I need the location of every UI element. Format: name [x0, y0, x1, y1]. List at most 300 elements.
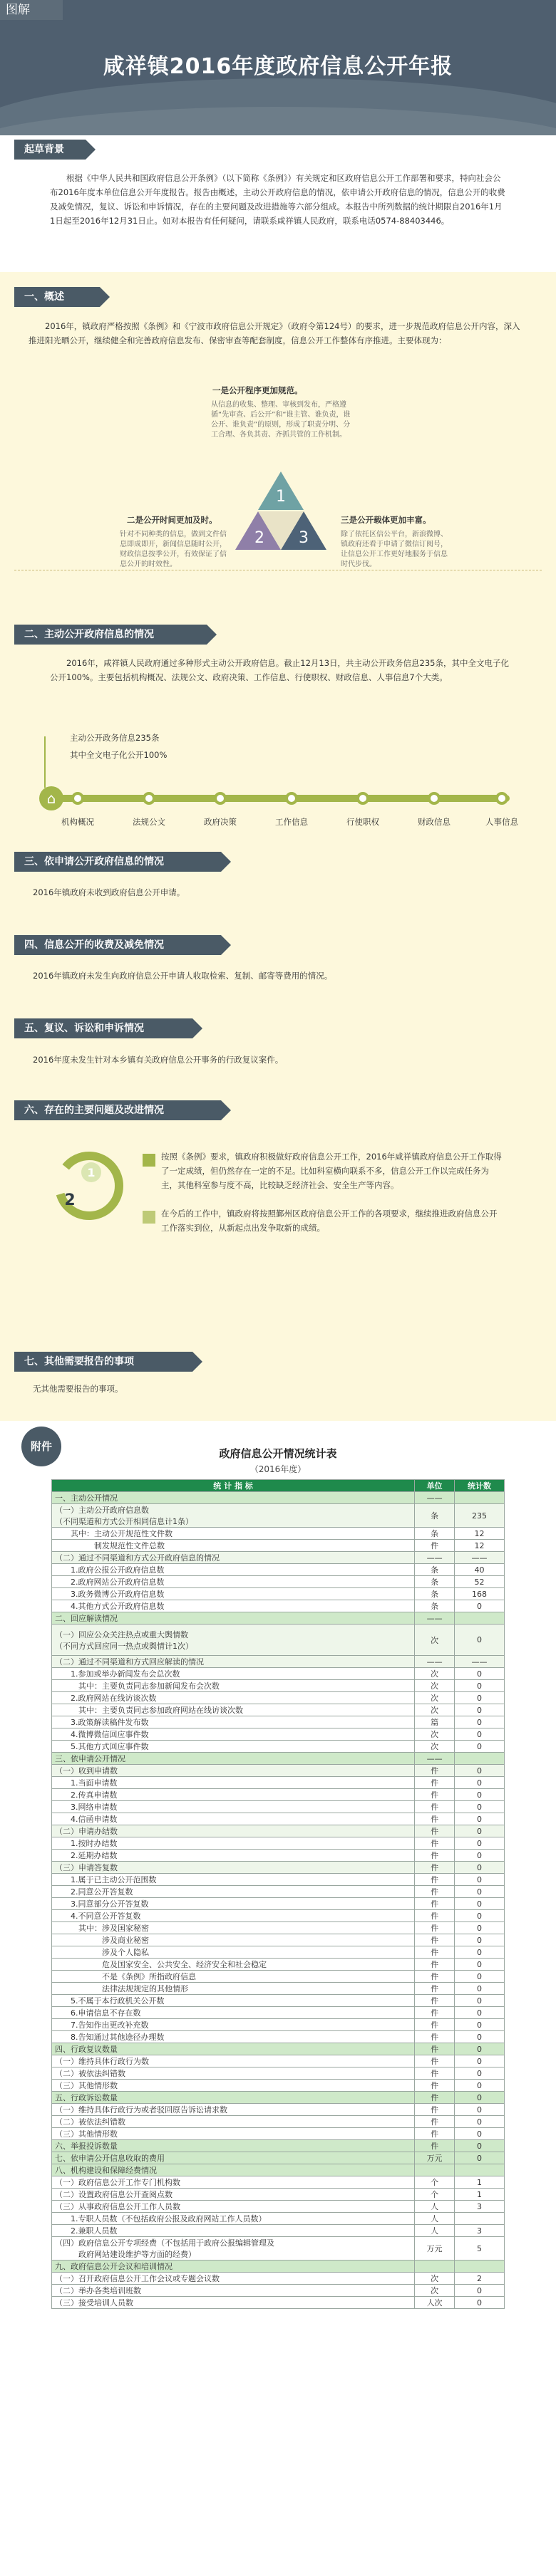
row-unit: 件 — [415, 2043, 455, 2055]
row-unit: 件 — [415, 2116, 455, 2128]
cycle-graphic — [50, 1147, 128, 1225]
origin-label: 起草背景 — [14, 140, 86, 160]
table-row — [52, 1564, 505, 1576]
section-1-label: 一、概述 — [14, 287, 100, 307]
issue-item-1: 按照《条例》要求，镇政府积极做好政府信息公开工作，2016年咸祥镇政府信息公开工作取得了一定成绩，但仍然存在一定的不足。比如科室横向联系不多，信息公开工作以完成任务为主，其他科室参与度不高，比较缺乏经济社会、安全生产等内容。 — [161, 1152, 502, 1190]
row-value: 0 — [455, 2116, 505, 2128]
row-unit: 件 — [415, 2031, 455, 2043]
row-value: 0 — [455, 1716, 505, 1728]
timeline-node — [214, 792, 227, 805]
row-unit: 次 — [415, 1668, 455, 1680]
row-label: （三）其他情形数 — [52, 2128, 415, 2140]
row-value: 0 — [455, 1886, 505, 1898]
table-row — [52, 2128, 505, 2140]
table-row — [52, 1922, 505, 1934]
row-label: （四）政府信息公开专项经费（不包括用于政府公报编辑管理及 政府网站建设维护等方面的经费） — [52, 2237, 415, 2260]
table-row — [52, 1910, 505, 1922]
row-value: 0 — [455, 1983, 505, 1995]
row-label: 法律法规规定的其他情形 — [52, 1983, 415, 1995]
annex-subtitle: （2016年度） — [249, 1464, 307, 1474]
row-value: 0 — [455, 2104, 505, 2116]
row-value: 0 — [455, 1600, 505, 1612]
table-row — [52, 1959, 505, 1971]
row-label: （一）主动公开政府信息数 （不同渠道和方式公开相同信息计1条） — [52, 1504, 415, 1528]
row-label: （二）通过不同渠道和方式回应解读的情况 — [52, 1656, 415, 1668]
row-value: 0 — [455, 2067, 505, 2080]
section-5-text: 2016年度未发生针对本乡镇有关政府信息公开事务的行政复议案件。 — [33, 1055, 284, 1065]
row-unit: 件 — [415, 1540, 455, 1552]
row-label: 4.不同意公开答复数 — [52, 1910, 415, 1922]
row-label: （二）通过不同渠道和方式公开政府信息的情况 — [52, 1552, 415, 1564]
row-value: 0 — [455, 1910, 505, 1922]
row-value: 0 — [455, 1862, 505, 1874]
table-row — [52, 1668, 505, 1680]
row-value: 0 — [455, 1946, 505, 1959]
timeline-bar — [53, 795, 510, 802]
row-unit: —— — [415, 1492, 455, 1504]
table-row — [52, 1971, 505, 1983]
row-value: 0 — [455, 2031, 505, 2043]
point-2-title: 二是公开时间更加及时。 — [127, 515, 217, 525]
row-label: （二）被依法纠错数 — [52, 2116, 415, 2128]
table-row — [52, 2007, 505, 2019]
row-label: 1.政府公报公开政府信息数 — [52, 1564, 415, 1576]
section-7-label: 七、其他需要报告的事项 — [14, 1352, 192, 1372]
table-row — [52, 2080, 505, 2092]
row-value: 1 — [455, 2189, 505, 2201]
row-unit: —— — [415, 1612, 455, 1625]
table-row — [52, 1680, 505, 1692]
row-value: 0 — [455, 1825, 505, 1837]
row-unit — [415, 2260, 455, 2273]
section-4-label: 四、信息公开的收费及减免情况 — [14, 935, 221, 955]
row-unit: 件 — [415, 1934, 455, 1946]
section-1-text: 2016年，镇政府严格按照《条例》和《宁波市政府信息公开规定》（政府令第124号）的要求，进一步规范政府信息公开内容，深入推进阳光晒公开，继续健全和完善政府信息发布、保密审查等配套制度，信息公开工作整体有序推进。主要体现为： — [29, 321, 520, 345]
row-unit: 次 — [415, 1741, 455, 1753]
row-label: 制发规范性文件总数 — [52, 1540, 415, 1552]
callout-2: 其中全文电子化公开100% — [70, 750, 168, 760]
row-unit: 件 — [415, 1850, 455, 1862]
row-label: （一）回应公众关注热点或重大舆情数 （不同方式回应同一热点或舆情计1次） — [52, 1625, 415, 1656]
row-unit: 条 — [415, 1600, 455, 1612]
timeline-label: 机构概况 — [61, 817, 94, 827]
row-unit: 次 — [415, 2273, 455, 2285]
section-5-label: 五、复议、诉讼和申诉情况 — [14, 1018, 192, 1038]
table-row — [52, 1813, 505, 1825]
row-unit: —— — [415, 1656, 455, 1668]
row-value: 0 — [455, 2152, 505, 2164]
section-2-label: 二、主动公开政府信息的情况 — [14, 625, 207, 645]
row-value: 0 — [455, 2080, 505, 2092]
table-row — [52, 2201, 505, 2213]
row-label: 三、依申请公开情况 — [52, 1753, 415, 1765]
table-row — [52, 2213, 505, 2225]
table-row — [52, 2055, 505, 2067]
section-3-label: 三、依申请公开政府信息的情况 — [14, 852, 221, 872]
statistics-table — [51, 1479, 505, 2309]
row-value — [455, 1753, 505, 1765]
row-unit: 次 — [415, 1692, 455, 1704]
origin-text: 根据《中华人民共和国政府信息公开条例》（以下简称《条例》）有关规定和区政府信息公开工作部署和要求，特向社会公布2016年度本单位信息公开年度报告。报告由概述，主动公开政府信息的情况，依申请公开政府信息的情况，信息公开的收费及减免情况，复议、诉讼和申诉情况，存在的主要问题及改进措施等六部分组成。本报告中所列数据的统计期限自2016年1月1日起至2016年12月31日止。如对本报告有任何疑问，请联系咸祥镇人民政府，联系电话0574-88403446。 — [50, 173, 505, 226]
table-row — [52, 1504, 505, 1528]
row-label: 3.网络申请数 — [52, 1801, 415, 1813]
row-label: 3.政策解读稿件发布数 — [52, 1716, 415, 1728]
row-label: 涉及个人隐私 — [52, 1946, 415, 1959]
row-unit: 件 — [415, 1825, 455, 1837]
row-label: 2.同意公开答复数 — [52, 1886, 415, 1898]
table-row — [52, 1886, 505, 1898]
row-label: 二、回应解读情况 — [52, 1612, 415, 1625]
table-row — [52, 1874, 505, 1886]
row-label: 不是《条例》所指政府信息 — [52, 1971, 415, 1983]
row-value: 0 — [455, 1668, 505, 1680]
row-label: 涉及商业秘密 — [52, 1934, 415, 1946]
row-value: 52 — [455, 1576, 505, 1588]
point-2-text: 针对不同种类的信息，做到文件信息即成即开，新闻信息随时公开，财政信息按季公开，有效保证了信息公开的时效性。 — [120, 531, 227, 568]
row-value: 0 — [455, 1971, 505, 1983]
col-header-unit: 单位 — [415, 1480, 455, 1492]
row-label: 1.属于已主动公开范围数 — [52, 1874, 415, 1886]
row-value: 40 — [455, 1564, 505, 1576]
row-unit: 次 — [415, 1680, 455, 1692]
row-label: 危及国家安全、公共安全、经济安全和社会稳定 — [52, 1959, 415, 1971]
table-row — [52, 1528, 505, 1540]
table-row — [52, 2043, 505, 2055]
timeline-node — [71, 792, 84, 805]
row-value: 12 — [455, 1540, 505, 1552]
row-label: （二）被依法纠错数 — [52, 2067, 415, 2080]
row-value: 0 — [455, 1777, 505, 1789]
table-row — [52, 2297, 505, 2309]
table-row — [52, 1801, 505, 1813]
row-value: 0 — [455, 1704, 505, 1716]
row-label: 5.不属于本行政机关公开数 — [52, 1995, 415, 2007]
row-unit: 件 — [415, 2007, 455, 2019]
row-unit: 件 — [415, 1995, 455, 2007]
row-unit: 人 — [415, 2201, 455, 2213]
table-row — [52, 2104, 505, 2116]
row-value: 0 — [455, 1692, 505, 1704]
row-value: 0 — [455, 2140, 505, 2152]
row-value: 0 — [455, 1850, 505, 1862]
timeline-node — [356, 792, 369, 805]
row-label: 六、举报投诉数量 — [52, 2140, 415, 2152]
timeline-label: 工作信息 — [275, 817, 308, 827]
section-6-label: 六、存在的主要问题及改进情况 — [14, 1100, 221, 1120]
row-value: 0 — [455, 1959, 505, 1971]
triangle-num-3: 3 — [299, 529, 309, 547]
table-row — [52, 1946, 505, 1959]
table-row — [52, 1850, 505, 1862]
timeline-label: 财政信息 — [418, 817, 451, 827]
row-label: （二）举办各类培训班数 — [52, 2285, 415, 2297]
row-label: 其中：主要负责同志参加新闻发布会次数 — [52, 1680, 415, 1692]
table-row — [52, 1552, 505, 1564]
row-label: 4.微博微信回应事件数 — [52, 1728, 415, 1741]
timeline-label: 人事信息 — [485, 817, 518, 827]
table-row — [52, 1540, 505, 1552]
table-row — [52, 2140, 505, 2152]
row-label: （三）接受培训人员数 — [52, 2297, 415, 2309]
table-row — [52, 2225, 505, 2237]
table-row — [52, 1837, 505, 1850]
row-unit: 个 — [415, 2189, 455, 2201]
row-value: 12 — [455, 1528, 505, 1540]
annex-badge: 附件 — [21, 1427, 61, 1466]
row-value: —— — [455, 1656, 505, 1668]
row-unit: 件 — [415, 1922, 455, 1934]
row-value: 3 — [455, 2201, 505, 2213]
issue-item-2: 在今后的工作中，镇政府将按照鄞州区政府信息公开工作的各项要求，继续推进政府信息公开工作落实到位，从新起点出发争取新的成绩。 — [161, 1209, 498, 1233]
row-unit: 件 — [415, 2080, 455, 2092]
row-unit: 件 — [415, 1813, 455, 1825]
triangle-num-1: 1 — [276, 488, 286, 506]
row-value — [455, 1492, 505, 1504]
point-3-text: 除了依托区信公平台，新浪微博、镇政府还看于申请了微信订阅号，让信息公开工作更好地服务于信息时代步伐。 — [341, 531, 448, 568]
row-unit: 件 — [415, 2140, 455, 2152]
row-value: 0 — [455, 2055, 505, 2067]
row-unit: 件 — [415, 1971, 455, 1983]
row-unit: 件 — [415, 1898, 455, 1910]
table-row — [52, 1588, 505, 1600]
table-row — [52, 2116, 505, 2128]
row-unit: —— — [415, 1552, 455, 1564]
row-label: 8.告知通过其他途径办理数 — [52, 2031, 415, 2043]
row-unit: 件 — [415, 2128, 455, 2140]
row-unit: 件 — [415, 1886, 455, 1898]
point-3-title: 三是公开载体更加丰富。 — [341, 515, 431, 525]
row-unit: 条 — [415, 1528, 455, 1540]
row-value: 0 — [455, 2092, 505, 2104]
col-header-value: 统计数 — [455, 1480, 505, 1492]
table-row — [52, 2273, 505, 2285]
row-label: 2.延期办结数 — [52, 1850, 415, 1862]
row-value: 0 — [455, 1995, 505, 2007]
row-label: 五、行政诉讼数量 — [52, 2092, 415, 2104]
bullet-icon — [143, 1154, 155, 1167]
header-banner — [0, 0, 556, 135]
row-unit: 件 — [415, 1789, 455, 1801]
row-label: （一）收到申请数 — [52, 1765, 415, 1777]
row-unit: 件 — [415, 1777, 455, 1789]
row-value: 0 — [455, 2128, 505, 2140]
row-label: （一）召开政府信息公开工作会议或专题会议数 — [52, 2273, 415, 2285]
timeline-node — [285, 792, 298, 805]
row-value — [455, 2213, 505, 2225]
table-row — [52, 1716, 505, 1728]
triangle-diagram — [235, 471, 326, 551]
row-value: 0 — [455, 1728, 505, 1741]
row-unit: 次 — [415, 1704, 455, 1716]
page-title: 咸祥镇2016年度政府信息公开年报 — [103, 54, 453, 79]
callout-line — [44, 736, 46, 788]
table-row — [52, 1728, 505, 1741]
row-unit: 条 — [415, 1564, 455, 1576]
row-value: 0 — [455, 2019, 505, 2031]
row-value: —— — [455, 1552, 505, 1564]
timeline-node — [495, 792, 508, 805]
row-unit: 件 — [415, 1946, 455, 1959]
row-unit: 件 — [415, 1862, 455, 1874]
row-label: 1.专职人员数（不包括政府公报及政府网站工作人员数） — [52, 2213, 415, 2225]
triangle-num-2: 2 — [254, 529, 264, 547]
row-value: 0 — [455, 2297, 505, 2309]
row-unit: 件 — [415, 1959, 455, 1971]
table-row — [52, 1492, 505, 1504]
row-value: 0 — [455, 1922, 505, 1934]
row-label: 3.同意部分公开答复数 — [52, 1898, 415, 1910]
row-value: 0 — [455, 1625, 505, 1656]
row-label: 3.政务微博公开政府信息数 — [52, 1588, 415, 1600]
table-row — [52, 1777, 505, 1789]
table-row — [52, 2092, 505, 2104]
table-row — [52, 1862, 505, 1874]
row-label: 7.告知作出更改补充数 — [52, 2019, 415, 2031]
timeline-node — [143, 792, 155, 805]
timeline-label: 行使职权 — [346, 817, 379, 827]
row-label: 4.信函申请数 — [52, 1813, 415, 1825]
row-unit: 件 — [415, 1837, 455, 1850]
row-label: 5.其他方式回应事件数 — [52, 1741, 415, 1753]
row-label: 其中：主动公开规范性文件数 — [52, 1528, 415, 1540]
row-value — [455, 2164, 505, 2176]
row-unit: 件 — [415, 1874, 455, 1886]
row-label: （三）申请答复数 — [52, 1862, 415, 1874]
table-row — [52, 2019, 505, 2031]
row-label: （二）设置政府信息公开查阅点数 — [52, 2189, 415, 2201]
row-unit: 人次 — [415, 2297, 455, 2309]
row-unit: 万元 — [415, 2237, 455, 2260]
table-row — [52, 1576, 505, 1588]
row-label: （一）维持具体行政行为或者驳回原告诉讼请求数 — [52, 2104, 415, 2116]
row-unit: 条 — [415, 1576, 455, 1588]
table-row — [52, 1765, 505, 1777]
callout-1: 主动公开政务信息235条 — [70, 733, 160, 743]
row-value: 0 — [455, 2043, 505, 2055]
table-row — [52, 1692, 505, 1704]
table-header-row — [52, 1480, 505, 1492]
bullet-icon — [143, 1211, 155, 1224]
row-value: 1 — [455, 2176, 505, 2189]
home-icon: ⌂ — [39, 786, 63, 810]
row-unit: 件 — [415, 2092, 455, 2104]
row-unit: 件 — [415, 2104, 455, 2116]
table-row — [52, 2067, 505, 2080]
row-label: 八、机构建设和保障经费情况 — [52, 2164, 415, 2176]
row-label: （一）政府信息公开工作专门机构数 — [52, 2176, 415, 2189]
category-timeline — [39, 786, 510, 810]
row-label: （二）申请办结数 — [52, 1825, 415, 1837]
header-tag: 图解 — [0, 0, 63, 20]
row-unit: —— — [415, 1753, 455, 1765]
point-1-title: 一是公开程序更加规范。 — [212, 385, 303, 395]
row-value: 3 — [455, 2225, 505, 2237]
row-unit: 件 — [415, 2067, 455, 2080]
cycle-num-1: 1 — [87, 1166, 96, 1179]
table-row — [52, 2176, 505, 2189]
row-unit: 次 — [415, 1728, 455, 1741]
row-label: （三）从事政府信息公开工作人员数 — [52, 2201, 415, 2213]
cycle-num-2: 2 — [64, 1191, 76, 1209]
table-row — [52, 1704, 505, 1716]
timeline-label: 法规公文 — [133, 817, 165, 827]
col-header-indicator: 统 计 指 标 — [52, 1480, 415, 1492]
table-row — [52, 1741, 505, 1753]
row-value: 0 — [455, 1680, 505, 1692]
timeline-node — [428, 792, 441, 805]
row-label: 1.按时办结数 — [52, 1837, 415, 1850]
row-label: 2.传真申请数 — [52, 1789, 415, 1801]
table-row — [52, 2152, 505, 2164]
row-label: 2.政府网站在线访谈次数 — [52, 1692, 415, 1704]
row-unit: 件 — [415, 1801, 455, 1813]
row-value: 0 — [455, 1898, 505, 1910]
section-7-text: 无其他需要报告的事项。 — [33, 1384, 123, 1394]
table-row — [52, 1600, 505, 1612]
row-unit: 人 — [415, 2225, 455, 2237]
table-row — [52, 2260, 505, 2273]
row-unit: 件 — [415, 2019, 455, 2031]
table-row — [52, 1934, 505, 1946]
table-row — [52, 1825, 505, 1837]
row-value: 0 — [455, 2007, 505, 2019]
table-row — [52, 1983, 505, 1995]
row-unit: 人 — [415, 2213, 455, 2225]
table-row — [52, 2031, 505, 2043]
row-value — [455, 2260, 505, 2273]
row-unit: 个 — [415, 2176, 455, 2189]
row-label: 4.其他方式公开政府信息数 — [52, 1600, 415, 1612]
row-label: 七、依申请公开信息收取的费用 — [52, 2152, 415, 2164]
table-row — [52, 1995, 505, 2007]
point-1-text: 从信息的收集、整理、审核到发布，严格遵循“先审查、后公开”和“谁主管、谁负责，谁公开、谁负责”的原则，形成了职责分明、分工合理、各负其责、齐抓共管的工作机制。 — [211, 401, 351, 439]
row-unit: 件 — [415, 2055, 455, 2067]
table-row — [52, 2237, 505, 2260]
row-label: 1.当面申请数 — [52, 1777, 415, 1789]
row-unit: 件 — [415, 1910, 455, 1922]
table-row — [52, 1656, 505, 1668]
row-label: 其中：涉及国家秘密 — [52, 1922, 415, 1934]
row-value: 0 — [455, 2285, 505, 2297]
row-label: （三）其他情形数 — [52, 2080, 415, 2092]
row-label: 四、行政复议数量 — [52, 2043, 415, 2055]
table-row — [52, 2189, 505, 2201]
row-unit: 万元 — [415, 2152, 455, 2164]
row-value: 0 — [455, 1837, 505, 1850]
table-body — [52, 1492, 505, 2309]
row-label: 6.申请信息不存在数 — [52, 2007, 415, 2019]
row-value: 5 — [455, 2237, 505, 2260]
row-unit: 条 — [415, 1588, 455, 1600]
section-3-text: 2016年镇政府未收到政府信息公开申请。 — [33, 887, 185, 897]
row-label: 其中：主要负责同志参加政府网站在线访谈次数 — [52, 1704, 415, 1716]
table-row — [52, 1753, 505, 1765]
row-value — [455, 1612, 505, 1625]
section-2-text: 2016年，咸祥镇人民政府通过多种形式主动公开政府信息。截止12月13日，共主动公开政务信息235条，其中全文电子化公开100%。主要包括机构概况、法规公文、政府决策、工作信息、行使职权、财政信息、人事信息7个大类。 — [50, 658, 509, 682]
row-value: 0 — [455, 1741, 505, 1753]
row-value: 0 — [455, 1765, 505, 1777]
row-unit: 条 — [415, 1504, 455, 1528]
row-label: （一）维持具体行政行为数 — [52, 2055, 415, 2067]
row-label: 1.参加或举办新闻发布会总次数 — [52, 1668, 415, 1680]
table-row — [52, 2164, 505, 2176]
row-value: 0 — [455, 1813, 505, 1825]
row-label: 2.政府网站公开政府信息数 — [52, 1576, 415, 1588]
table-row — [52, 2285, 505, 2297]
row-label: 2.兼职人员数 — [52, 2225, 415, 2237]
row-value: 168 — [455, 1588, 505, 1600]
row-value: 2 — [455, 2273, 505, 2285]
